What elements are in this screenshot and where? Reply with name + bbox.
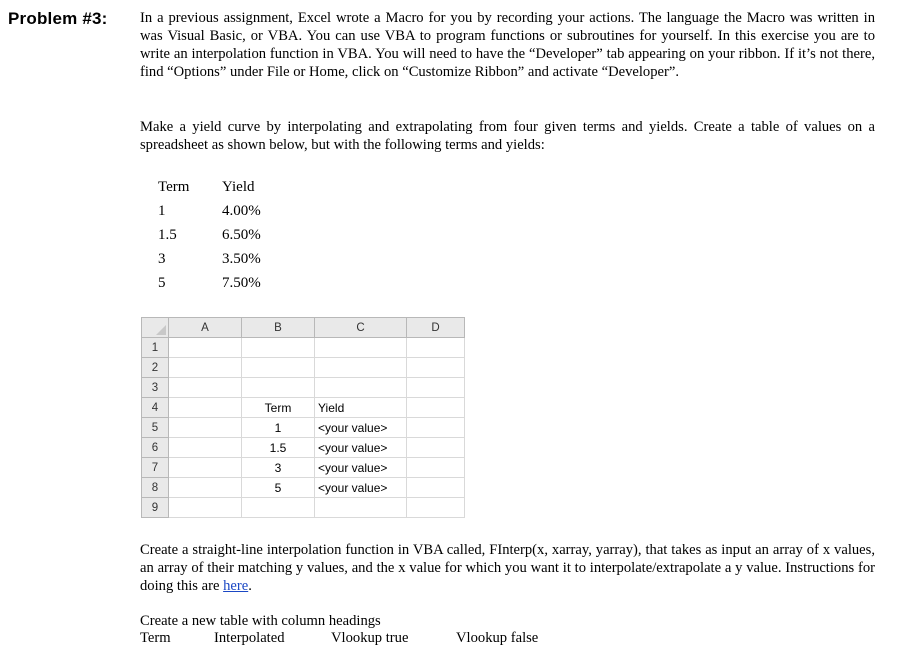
sheet-row xyxy=(142,398,465,418)
given-term-column xyxy=(158,175,189,295)
yield-value: 3.50% xyxy=(222,251,261,267)
heading-term: Term xyxy=(140,630,171,646)
column-header-b: B xyxy=(242,318,315,338)
select-all-corner xyxy=(142,318,169,338)
yield-cell: <your value> xyxy=(315,458,407,478)
row-header: 8 xyxy=(142,478,169,498)
term-value: 5 xyxy=(158,275,166,291)
term-cell: 1.5 xyxy=(242,438,315,458)
row-header: 6 xyxy=(142,438,169,458)
term-header: Term xyxy=(158,179,190,195)
task-paragraph: Make a yield curve by interpolating and extrapolating from four given terms and yields. Create a table of values on a spreadsheet as shown below, but with the following terms and yields: xyxy=(140,119,875,153)
function-text-end: . xyxy=(248,578,252,594)
sheet-row xyxy=(142,338,465,358)
given-yield-column xyxy=(222,175,261,295)
column-header-d: D xyxy=(407,318,465,338)
row-header: 2 xyxy=(142,358,169,378)
yield-value: 7.50% xyxy=(222,275,261,291)
column-header-a: A xyxy=(169,318,242,338)
yield-cell: <your value> xyxy=(315,438,407,458)
sheet-row xyxy=(142,438,465,458)
sheet-row xyxy=(142,378,465,398)
row-header: 4 xyxy=(142,398,169,418)
sheet-row xyxy=(142,458,465,478)
yield-value: 6.50% xyxy=(222,227,261,243)
row-header: 9 xyxy=(142,498,169,518)
problem-label: Problem #3: xyxy=(8,9,108,28)
yield-header: Yield xyxy=(222,179,255,195)
term-header-cell: Term xyxy=(242,398,315,418)
function-paragraph xyxy=(140,541,875,595)
yield-cell: <your value> xyxy=(315,478,407,498)
intro-paragraph: In a previous assignment, Excel wrote a Macro for you by recording your actions. The language the Macro was written in was Visual Basic, or VBA. You can use VBA to program functions or subroutines for yourself. In this exercise you are to write an interpolation function in VBA. You will need to have the “Developer” tab appearing on your ribbon. If it’s not there, find “Options” under File or Home, click on “Customize Ribbon” and activate “Developer”. xyxy=(140,10,875,80)
instructions-link[interactable]: here xyxy=(223,578,249,594)
row-header: 7 xyxy=(142,458,169,478)
heading-vlookup-false: Vlookup false xyxy=(456,630,539,646)
term-cell: 1 xyxy=(242,418,315,438)
row-header: 5 xyxy=(142,418,169,438)
new-table-instruction: Create a new table with column headings xyxy=(140,613,381,629)
yield-header-cell: Yield xyxy=(315,398,407,418)
heading-interpolated: Interpolated xyxy=(214,630,285,646)
column-header-c: C xyxy=(315,318,407,338)
heading-vlookup-true: Vlookup true xyxy=(331,630,409,646)
yield-value: 4.00% xyxy=(222,203,261,219)
term-value: 3 xyxy=(158,251,166,267)
yield-cell: <your value> xyxy=(315,418,407,438)
row-header: 3 xyxy=(142,378,169,398)
term-cell: 3 xyxy=(242,458,315,478)
term-cell: 5 xyxy=(242,478,315,498)
row-header: 1 xyxy=(142,338,169,358)
sheet-row xyxy=(142,418,465,438)
function-text: Create a straight-line interpolation function in VBA called, FInterp(x, xarray, yarray), that takes as input an array of x values, an array of their matching y values, and the x value for which you want it to interpolate/extrapolate a y value. Instructions for doing this are xyxy=(140,542,875,594)
sheet-row xyxy=(142,478,465,498)
sheet-row xyxy=(142,358,465,378)
spreadsheet-example xyxy=(141,317,465,519)
sheet-row xyxy=(142,498,465,518)
term-value: 1.5 xyxy=(158,227,177,243)
term-value: 1 xyxy=(158,203,166,219)
